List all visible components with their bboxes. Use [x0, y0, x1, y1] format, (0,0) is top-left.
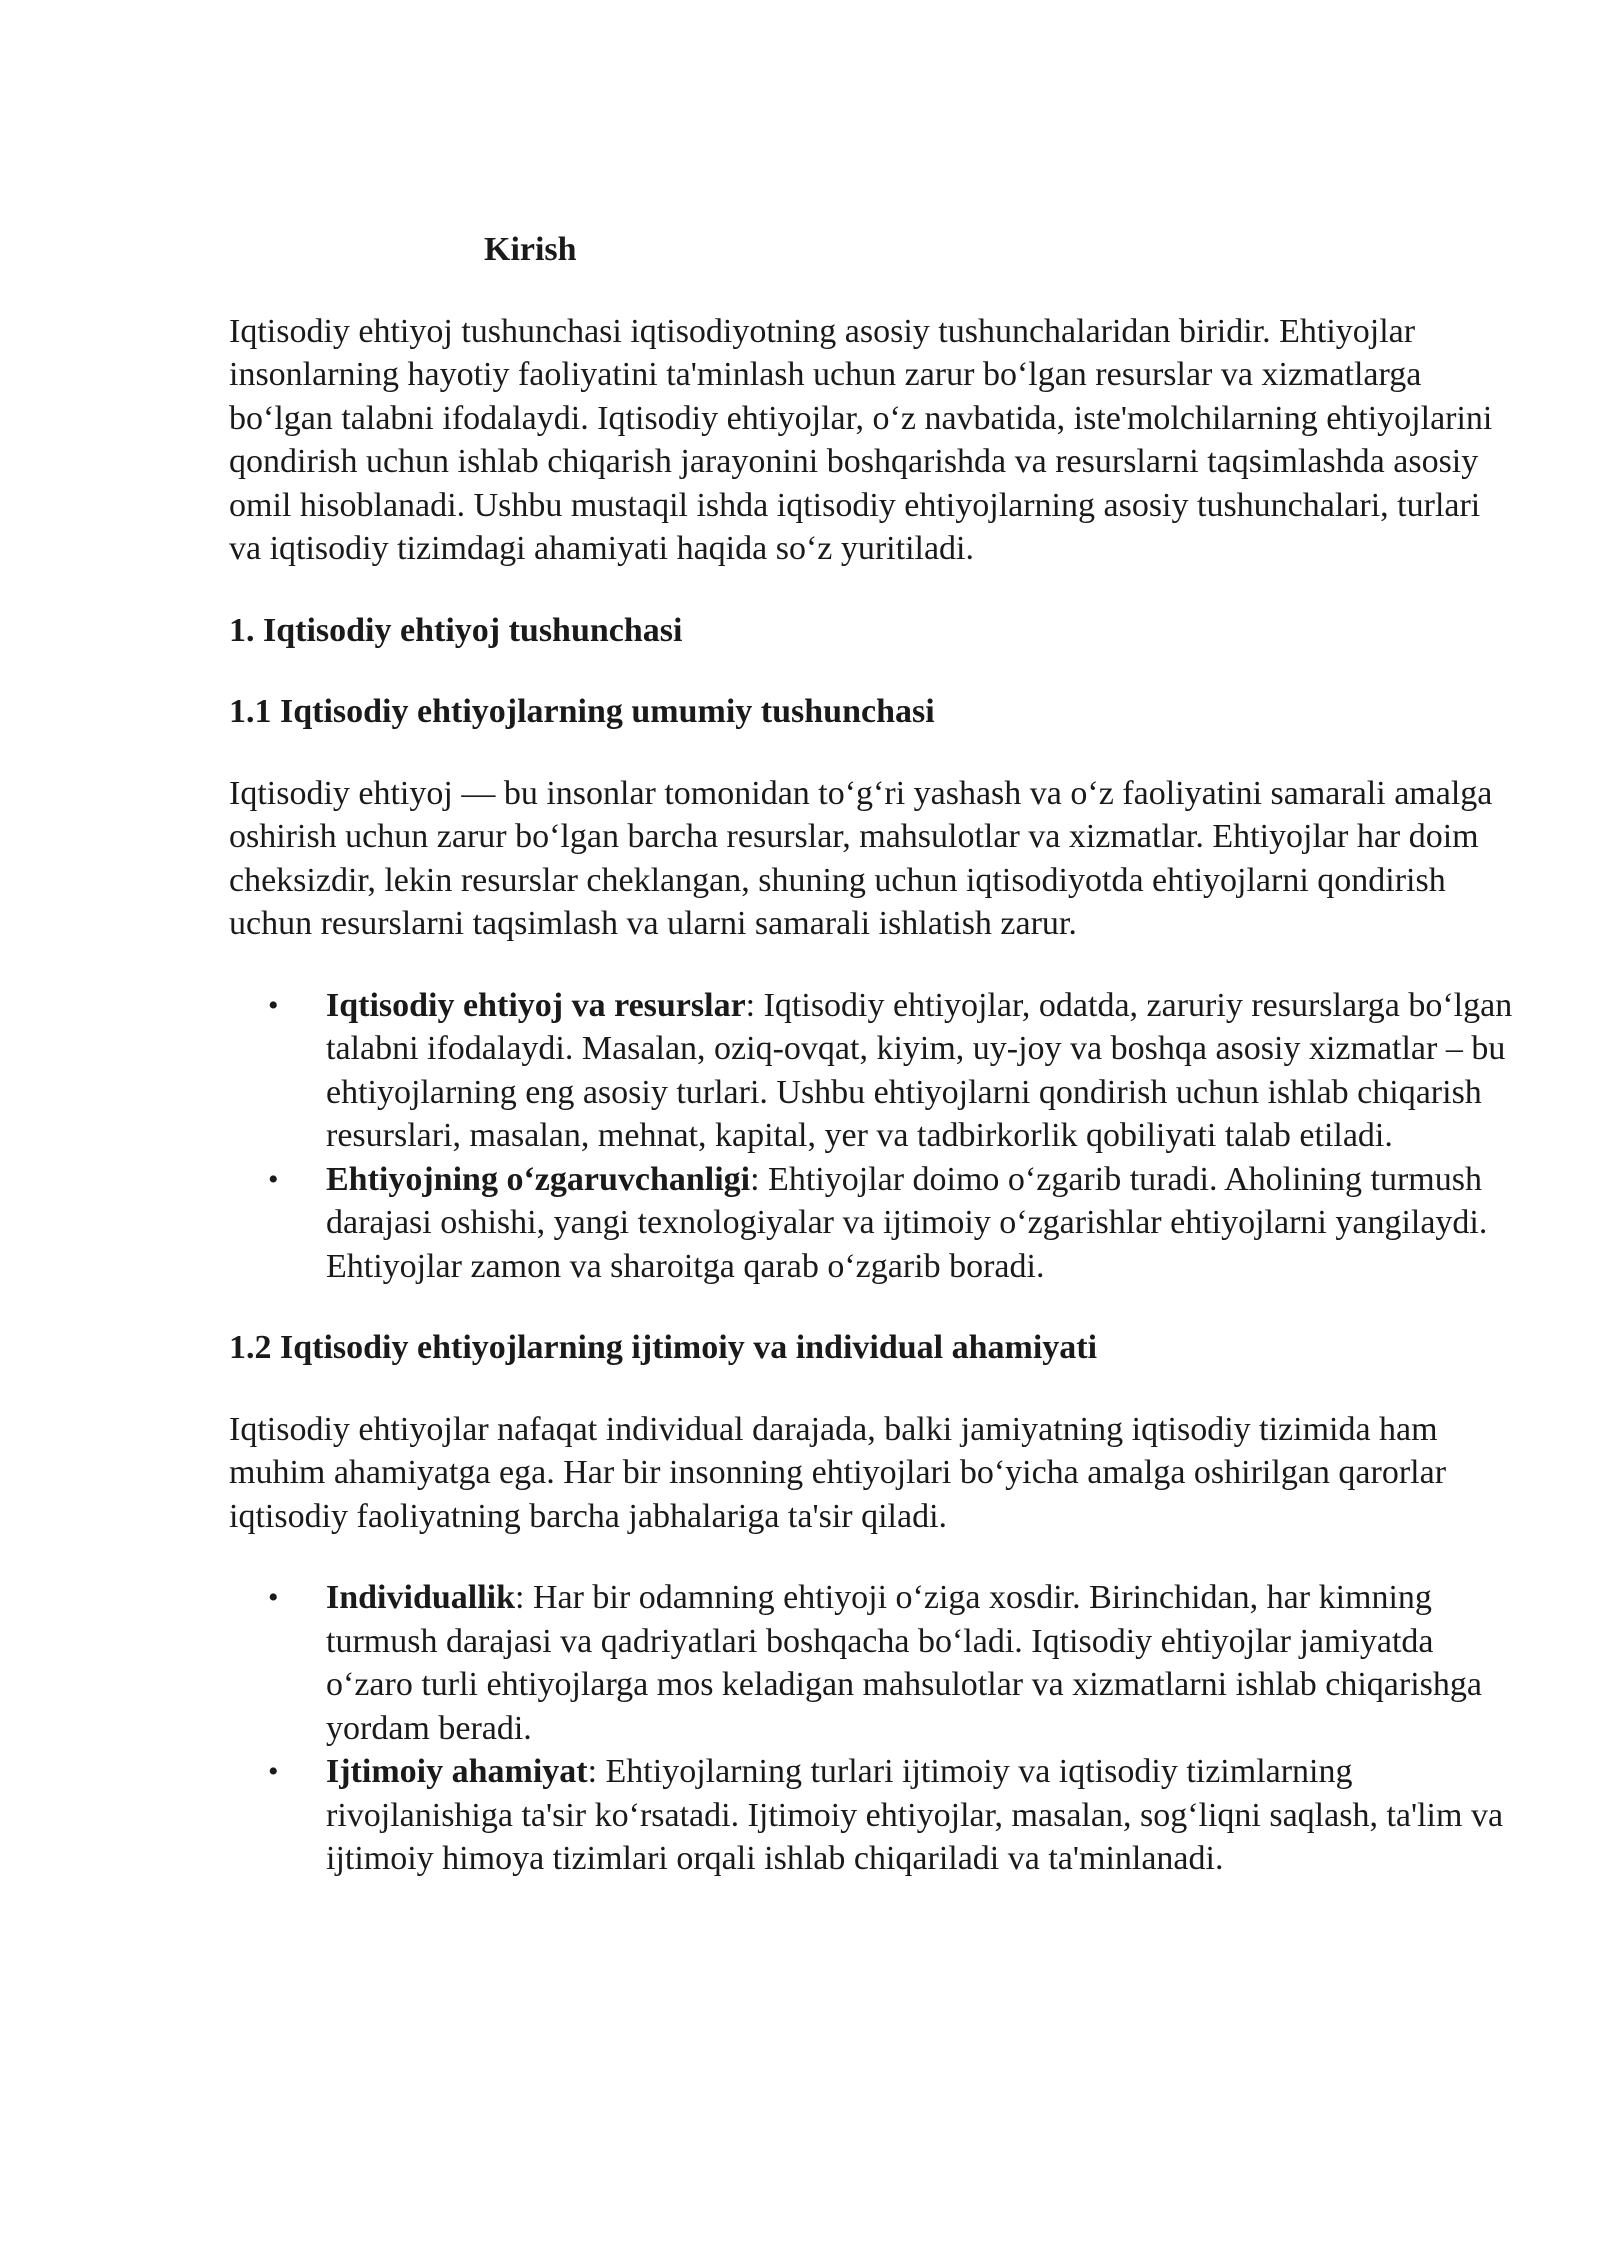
section-1-2-heading: 1.2 Iqtisodiy ehtiyojlarning ijtimoiy va individual ahamiyati	[229, 1329, 1098, 1366]
list-item-text: : Har bir odamning ehtiyoji o‘ziga xosdir. Birinchidan, har kimning turmush darajasi va qadriyatlari boshqacha bo‘ladi. Iqtisodiy ehtiyojlar jamiyatda o‘zaro turli ehtiyojlarga mos keladigan mahsulotlar va xizmatlarni ishlab chiqarishga yordam beradi.	[326, 1579, 1482, 1747]
list-item-text: : Ehtiyojlar doimo o‘zgarib turadi. Aholining turmush darajasi oshishi, yangi texnologiyalar va ijtimoiy o‘zgarishlar ehtiyojlarni yangilaydi. Ehtiyojlar zamon va sharoitga qarab o‘zgarib boradi.	[326, 1160, 1488, 1285]
document-page	[229, 228, 1519, 1919]
list-item	[268, 1750, 1519, 1881]
list-item-term: Ehtiyojning o‘zgaruvchanligi	[326, 1160, 751, 1198]
section-1-2-bullet-list	[229, 1576, 1519, 1881]
document-title: Kirish	[484, 231, 577, 268]
list-item-term: Iqtisodiy ehtiyoj va resurslar	[326, 986, 746, 1024]
list-item-text: : Ehtiyojlarning turlari ijtimoiy va iqtisodiy tizimlarning rivojlanishiga ta'sir ko‘rsatadi. Ijtimoiy ehtiyojlar, masalan, sog‘liqni saqlash, ta'lim va ijtimoiy himoya tizimlari orqali ishlab chiqariladi va ta'minlanadi.	[326, 1753, 1504, 1877]
section-1-heading: 1. Iqtisodiy ehtiyoj tushunchasi	[229, 611, 683, 649]
bullet-icon: •	[268, 1755, 279, 1788]
section-1-1-paragraph: Iqtisodiy ehtiyoj — bu insonlar tomonidan to‘g‘ri yashash va o‘z faoliyatini samarali amalga oshirish uchun zarur bo‘lgan barcha resurslar, mahsulotlar va xizmatlar. Ehtiyojlar har doim cheksizdir, lekin resurslar cheklangan, shuning uchun iqtisodiyotda ehtiyojlarni qondirish uchun resurslarni taqsimlash va ularni samarali ishlatish zarur.	[229, 774, 1493, 942]
bullet-icon: •	[268, 1162, 279, 1196]
section-1-1-bullet-list	[229, 984, 1519, 1289]
list-item-term: Individuallik	[326, 1579, 516, 1616]
list-item	[268, 1576, 1519, 1750]
intro-paragraph: Iqtisodiy ehtiyoj tushunchasi iqtisodiyotning asosiy tushunchalaridan biridir. Ehtiyojlar insonlarning hayotiy faoliyatini ta'minlash uchun zarur bo‘lgan resurslar va xizmatlarga bo‘lgan talabni ifodalaydi. Iqtisodiy ehtiyojlar, o‘z navbatida, iste'molchilarning ehtiyojlarini qondirish uchun ishlab chiqarish jarayonini boshqarishda va resurslarni taqsimlashda asosiy omil hisoblanadi. Ushbu mustaqil ishda iqtisodiy ehtiyojlarning asosiy tushunchalari, turlari va iqtisodiy tizimdagi ahamiyati haqida so‘z yuritiladi.	[229, 312, 1493, 567]
section-1-2-paragraph: Iqtisodiy ehtiyojlar nafaqat individual darajada, balki jamiyatning iqtisodiy tizimida ham muhim ahamiyatga ega. Har bir insonning ehtiyojlari bo‘yicha amalga oshirilgan qarorlar iqtisodiy faoliyatning barcha jabhalariga ta'sir qiladi.	[229, 1410, 1447, 1535]
section-1-1-heading: 1.1 Iqtisodiy ehtiyojlarning umumiy tushunchasi	[229, 693, 935, 730]
bullet-icon: •	[268, 1581, 279, 1614]
list-item	[268, 1158, 1519, 1289]
list-item-term: Ijtimoiy ahamiyat	[326, 1753, 588, 1790]
list-item	[268, 984, 1519, 1158]
list-item-text: : Iqtisodiy ehtiyojlar, odatda, zaruriy resurslarga bo‘lgan talabni ifodalaydi. Masalan, oziq-ovqat, kiyim, uy-joy va boshqa asosiy xizmatlar – bu ehtiyojlarning eng asosiy turlari. Ushbu ehtiyojlarni qondirish uchun ishlab chiqarish resurslari, masalan, mehnat, kapital, yer va tadbirkorlik qobiliyati talab etiladi.	[326, 986, 1513, 1154]
bullet-icon: •	[268, 988, 279, 1022]
